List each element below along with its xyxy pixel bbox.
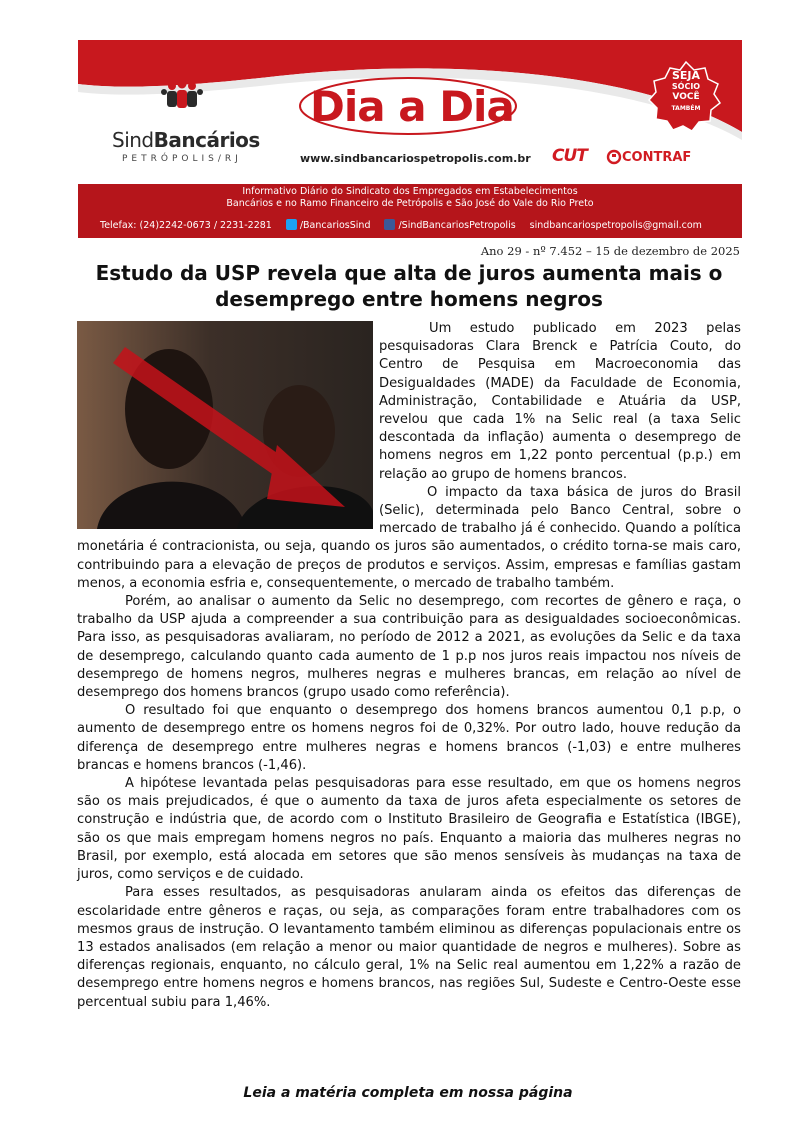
twitter-handle: /BancariosSind [299, 220, 371, 231]
seal-line-2: SÓCIO [671, 82, 701, 91]
headline: Estudo da USP revela que alta de juros aumenta mais o desemprego entre homens negros [95, 261, 723, 311]
paragraph-4: O resultado foi que enquanto o desemprego dos homens brancos aumentou 0,1 p.p, o aumento de desemprego entre os homens negros foi de 0,32%. Por outro lado, houve redução da diferença de desemprego entre mulheres negras e homens brancos (-1,03) e entre mulheres brancas e homens brancos (-1,46). [77, 703, 741, 773]
paragraph-1: Um estudo publicado em 2023 pelas pesquisadoras Clara Brenck e Patrícia Couto, do Centro de Pesquisa em Macroeconomia das Desigualdades (MADE) da Faculdade de Economia, Administração, Contabilidade e Atuária da USP, revelou que cada 1% na Selic real (a taxa Selic descontada da inflação) aumenta o desemprego de homens negros em 1,22 ponto percentual (p.p.) em relação ao grupo de homens brancos. [379, 321, 741, 482]
paragraph-5: A hipótese levantada pelas pesquisadoras para esse resultado, em que os homens negros são os mais prejudicados, é que o aumento da taxa de juros afeta especialmente os setores de construção e indústria que, de acordo com o Instituto Brasileiro de Geografia e Estatística (IBGE), são os que mais empregam homens negros no país. Enquanto a maioria das mulheres negras no Brasil, por exemplo, está alocada em setores que são menos sensíveis às mudanças na taxa de juros, como serviços e de cuidado. [77, 776, 741, 883]
membership-seal [658, 70, 714, 114]
facebook-handle: /SindBancariosPetropolis [398, 220, 516, 231]
article-body [77, 320, 741, 1012]
photo-float-space [77, 320, 379, 528]
contraf-logo: CONTRAF [622, 150, 692, 165]
union-city: PETRÓPOLIS/RJ [122, 154, 242, 164]
phone-number: Telefax: (24)2242-0673 / 2231-2281 [100, 219, 272, 231]
email-address[interactable]: sindbancariospetropolis@gmail.com [529, 219, 702, 231]
contact-row [100, 219, 730, 231]
tagline-line-1: Informativo Diário do Sindicato dos Empregados em Estabelecimentos [242, 186, 578, 197]
masthead-banner [78, 40, 742, 238]
facebook-link[interactable] [384, 219, 515, 231]
website-link[interactable]: www.sindbancariospetropolis.com.br [300, 152, 531, 165]
twitter-icon [286, 219, 297, 230]
facebook-icon [384, 219, 395, 230]
seal-line-3: VOCÊ [672, 92, 700, 102]
seal-line-1: SEJA [671, 69, 701, 82]
paragraph-3: Porém, ao analisar o aumento da Selic no desemprego, com recortes de gênero e raça, o trabalho da USP ajuda a compreender a sua contribuição para as desigualdades socioeconômicas. Para isso, as pesquisadoras avaliaram, no período de 2012 a 2021, as evoluções da Selic e da taxa de desemprego, calculando quanto cada aumento de 1 p.p nos juros reais impactou nos níveis de desemprego de homens negros, mulheres negras e mulheres brancas, em relação ao nível de desemprego dos homens brancos (grupo usado como referência). [77, 594, 741, 701]
masthead-title: Dia a Dia [310, 82, 514, 131]
twitter-link[interactable] [286, 219, 371, 231]
union-logo-text: SindBancários [112, 128, 260, 152]
seal-line-4: TAMBÉM [671, 105, 701, 112]
issue-info: Ano 29 - nº 7.452 – 15 de dezembro de 2025 [480, 244, 740, 258]
tagline-line-2: Bancários e no Ramo Financeiro de Petrópolis e São José do Vale do Rio Preto [226, 198, 594, 209]
paragraph-2: O impacto da taxa básica de juros do Brasil (Selic), determinada pelo Banco Central, sobre o mercado de trabalho já é conhecido. Quando a política monetária é contracionista, ou seja, quando os juros são aumentados, o crédito torna-se mais caro, contribuindo para a elevação de preços de produtos e serviços. Assim, empresas e famílias gastam menos, a economia esfria e, consequentemente, o mercado de trabalho também. [77, 484, 741, 591]
cut-logo: CUT [552, 146, 587, 166]
paragraph-6: Para esses resultados, as pesquisadoras anularam ainda os efeitos das diferenças de escolaridade entre gêneros e raças, ou seja, as comparações foram entre trabalhadores com os mesmos graus de instrução. O levantamento também eliminou as diferenças populacionais entre os 13 estados analisados (em relação a menor ou maior quantidade de negros e mulheres). Sobre as diferenças regionais, enquanto, no cálculo geral, 1% na Selic real aumentou em 1,22% a razão de desemprego entre homens negros e homens brancos, nas regiões Sul, Sudeste e Centro-Oeste esse percentual subiu para 1,46%. [77, 885, 741, 1010]
read-more-note: Leia a matéria completa em nossa página [243, 1085, 573, 1101]
